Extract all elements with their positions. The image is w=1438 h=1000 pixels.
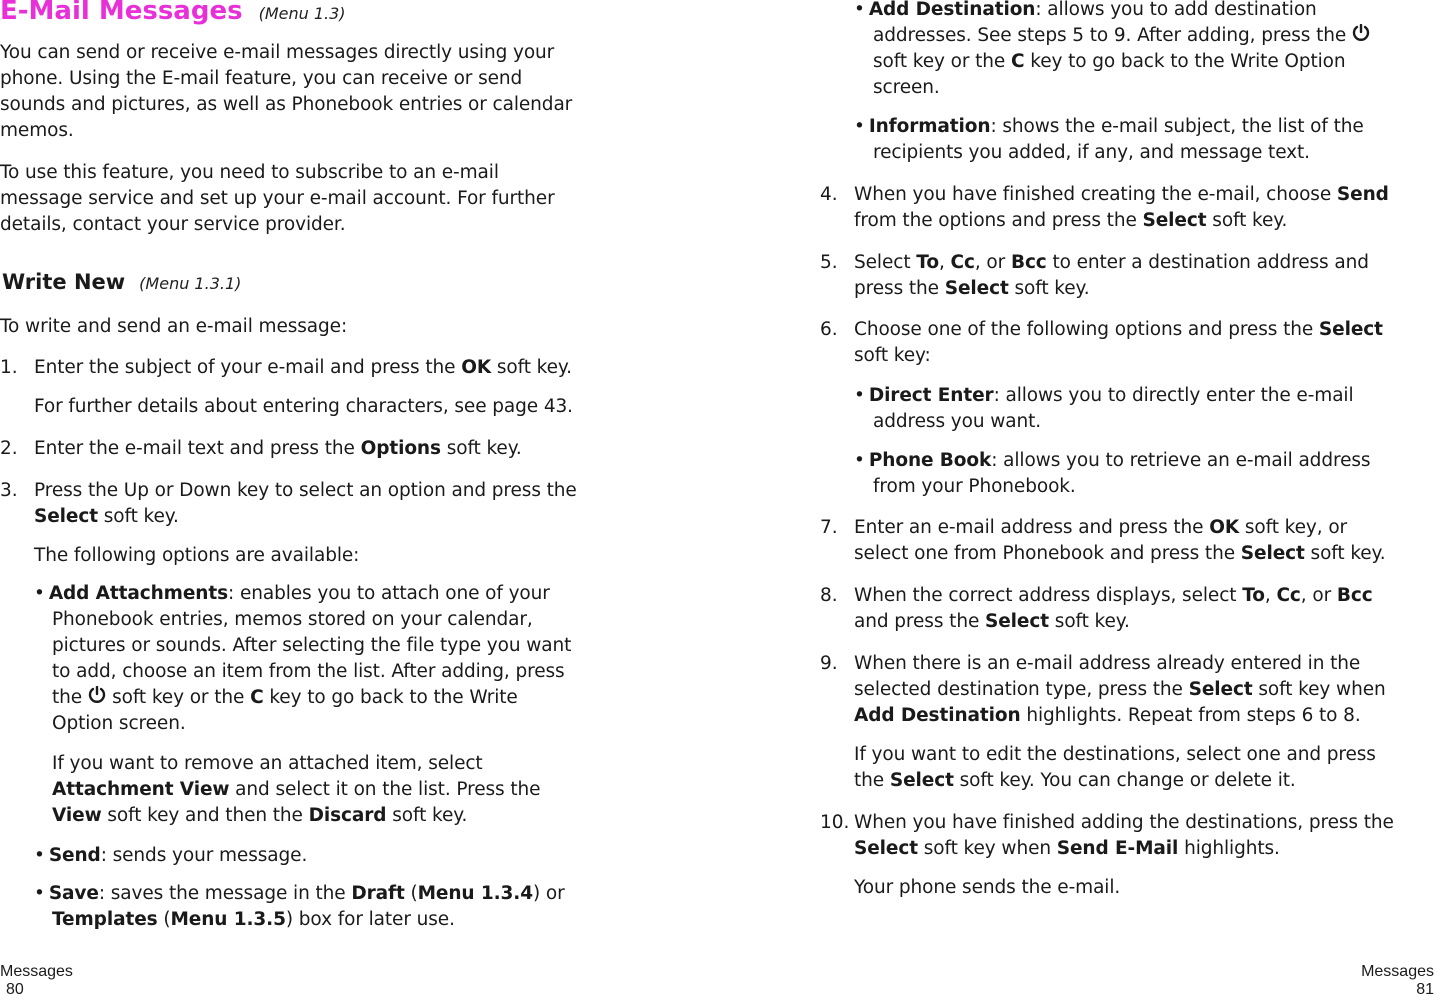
option-add-attachments: • Add Attachments: enables you to attach one of your xyxy=(34,581,550,607)
step-note: If you want to edit the destinations, select one and press xyxy=(854,744,1376,765)
option-text: screen. xyxy=(873,77,940,98)
intro-line: sounds and pictures, as well as Phonebook entries or calendar xyxy=(0,94,573,115)
step-text: Enter an e-mail address and press the OK soft key, or xyxy=(854,517,1348,538)
step-text: Select soft key when Send E-Mail highlights. xyxy=(854,838,1280,859)
option-text: Phonebook entries, memos stored on your calendar, xyxy=(52,609,533,630)
step-text: When there is an e-mail address already entered in the xyxy=(854,653,1361,674)
page-number: 80 xyxy=(6,981,24,998)
section-title: Write New (Menu 1.3.1) xyxy=(2,270,242,294)
ok-softkey-icon xyxy=(1352,24,1370,44)
step-number: 4. xyxy=(820,184,838,205)
step-number: 3. xyxy=(0,480,18,501)
option-note: View soft key and then the Discard soft key. xyxy=(52,805,468,826)
step-note: Your phone sends the e-mail. xyxy=(854,877,1121,898)
step-text: Select To, Cc, or Bcc to enter a destination address and xyxy=(854,252,1369,273)
option-text: addresses. See steps 5 to 9. After adding, press the xyxy=(873,23,1376,49)
option-text: pictures or sounds. After selecting the file type you want xyxy=(52,635,572,656)
step-number: 9. xyxy=(820,653,838,674)
step-note: For further details about entering characters, see page 43. xyxy=(34,396,573,417)
step-text: soft key: xyxy=(854,345,931,366)
option-phone-book: • Phone Book: allows you to retrieve an e-mail address xyxy=(854,448,1370,474)
option-add-destination: • Add Destination: allows you to add destination xyxy=(854,0,1317,23)
intro-line: To use this feature, you need to subscribe to an e-mail xyxy=(0,162,499,183)
lead-text: To write and send an e-mail message: xyxy=(0,316,348,337)
bullet: • xyxy=(854,385,865,406)
step-text: Select soft key. xyxy=(34,506,179,527)
option-note: Attachment View and select it on the list. Press the xyxy=(52,779,541,800)
step-number: 10. xyxy=(820,812,850,833)
bullet: • xyxy=(854,450,865,471)
menu-ref: (Menu 1.3.1) xyxy=(139,274,242,293)
step-text: When you have finished creating the e-mail, choose Send xyxy=(854,184,1389,205)
step-text: press the Select soft key. xyxy=(854,278,1090,299)
bullet: • xyxy=(34,583,45,604)
option-save: • Save: saves the message in the Draft (Menu 1.3.4) or xyxy=(34,881,565,907)
option-text: soft key or the C key to go back to the Write Option xyxy=(873,51,1346,72)
option-direct-enter: • Direct Enter: allows you to directly enter the e-mail xyxy=(854,383,1354,409)
page-number: 81 xyxy=(1416,981,1434,998)
step-number: 1. xyxy=(0,357,18,378)
step-number: 8. xyxy=(820,585,838,606)
step-text: from the options and press the Select soft key. xyxy=(854,210,1288,231)
option-text: Templates (Menu 1.3.5) box for later use. xyxy=(52,909,455,930)
option-information: • Information: shows the e-mail subject, the list of the xyxy=(854,114,1364,140)
option-text: address you want. xyxy=(873,411,1042,432)
step-text: When you have finished adding the destinations, press the xyxy=(854,812,1394,833)
step-note: The following options are available: xyxy=(34,545,360,566)
footer-section-label: Messages xyxy=(0,963,73,980)
intro-line: memos. xyxy=(0,120,74,141)
step-text: Add Destination highlights. Repeat from steps 6 to 8. xyxy=(854,705,1361,726)
footer-section-label: Messages xyxy=(1361,963,1434,980)
step-text: When the correct address displays, select To, Cc, or Bcc xyxy=(854,585,1373,606)
option-text: Option screen. xyxy=(52,713,186,734)
step-number: 5. xyxy=(820,252,838,273)
option-send: • Send: sends your message. xyxy=(34,843,307,869)
bullet: • xyxy=(854,116,865,137)
option-text: the soft key or the C key to go back to the Write xyxy=(52,687,518,708)
bullet: • xyxy=(854,0,865,20)
page-title: E-Mail Messages (Menu 1.3) xyxy=(0,0,346,26)
option-text: to add, choose an item from the list. After adding, press xyxy=(52,661,565,682)
intro-line: message service and set up your e-mail account. For further xyxy=(0,188,555,209)
bullet: • xyxy=(34,845,45,866)
intro-line: details, contact your service provider. xyxy=(0,214,346,235)
step-note: the Select soft key. You can change or delete it. xyxy=(854,770,1296,791)
intro-line: You can send or receive e-mail messages directly using your xyxy=(0,42,555,63)
option-text: recipients you added, if any, and message text. xyxy=(873,142,1310,163)
step-text: and press the Select soft key. xyxy=(854,611,1130,632)
step-text: select one from Phonebook and press the Select soft key. xyxy=(854,543,1386,564)
option-note: If you want to remove an attached item, select xyxy=(52,753,483,774)
ok-softkey-icon xyxy=(88,686,106,706)
bullet: • xyxy=(34,883,45,904)
step-text: Enter the e-mail text and press the Options soft key. xyxy=(34,438,522,459)
step-number: 6. xyxy=(820,319,838,340)
step-number: 7. xyxy=(820,517,838,538)
step-number: 2. xyxy=(0,438,18,459)
step-text: Enter the subject of your e-mail and press the OK soft key. xyxy=(34,357,572,378)
step-text: Press the Up or Down key to select an option and press the xyxy=(34,480,577,501)
intro-line: phone. Using the E-mail feature, you can receive or send xyxy=(0,68,523,89)
menu-ref: (Menu 1.3) xyxy=(258,4,346,23)
step-text: Choose one of the following options and press the Select xyxy=(854,319,1383,340)
step-text: selected destination type, press the Select soft key when xyxy=(854,679,1386,700)
option-text: from your Phonebook. xyxy=(873,476,1076,497)
